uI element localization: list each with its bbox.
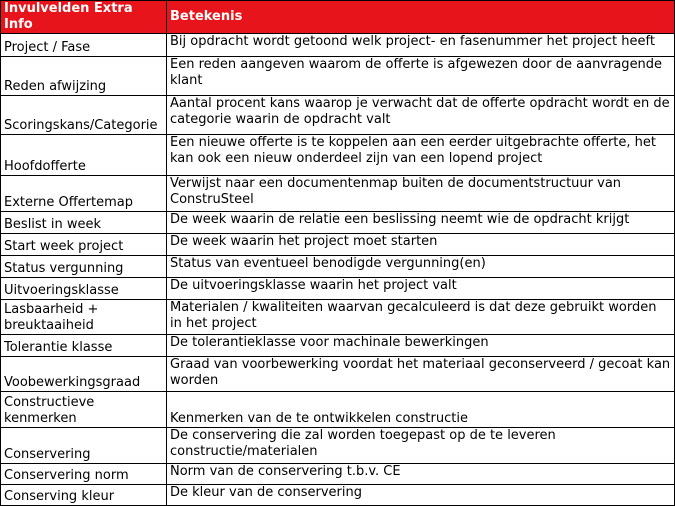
meaning-cell: Bij opdracht wordt getoond welk project- en fasenummer het project heeft bbox=[167, 34, 675, 57]
meaning-cell: Verwijst naar een documentenmap buiten de documentstructuur van ConstruSteel bbox=[167, 176, 675, 212]
table-body bbox=[1, 34, 675, 506]
table-row bbox=[1, 96, 675, 135]
table-row bbox=[1, 357, 675, 392]
table-row bbox=[1, 428, 675, 464]
header-row bbox=[1, 1, 675, 34]
field-cell: Start week project bbox=[1, 234, 167, 256]
table-row bbox=[1, 135, 675, 176]
header-field-column: Invulvelden Extra Info bbox=[1, 1, 167, 34]
field-cell: Beslist in week bbox=[1, 212, 167, 234]
table-row bbox=[1, 464, 675, 485]
meaning-cell: Een nieuwe offerte is te koppelen aan een eerder uitgebrachte offerte, het kan ook een nieuw onderdeel zijn van een lopend project bbox=[167, 135, 675, 176]
meaning-cell: De conservering die zal worden toegepast op de te leveren constructie/materialen bbox=[167, 428, 675, 464]
field-cell: Constructieve kenmerken bbox=[1, 392, 167, 428]
table-row bbox=[1, 234, 675, 256]
table-row bbox=[1, 485, 675, 506]
field-cell: Project / Fase bbox=[1, 34, 167, 57]
meaning-cell: Kenmerken van de te ontwikkelen constructie bbox=[167, 392, 675, 428]
meaning-cell: Aantal procent kans waarop je verwacht dat de offerte opdracht wordt en de categorie waarin de opdracht valt bbox=[167, 96, 675, 135]
table-header bbox=[1, 1, 675, 34]
field-cell: Conservering norm bbox=[1, 464, 167, 485]
header-meaning-column: Betekenis bbox=[167, 1, 675, 34]
table-row bbox=[1, 212, 675, 234]
meaning-cell: De week waarin het project moet starten bbox=[167, 234, 675, 256]
field-cell: Hoofdofferte bbox=[1, 135, 167, 176]
field-cell: Reden afwijzing bbox=[1, 57, 167, 96]
meaning-cell: Materialen / kwaliteiten waarvan gecalculeerd is dat deze gebruikt worden in het project bbox=[167, 300, 675, 335]
field-cell: Voobewerkingsgraad bbox=[1, 357, 167, 392]
meaning-cell: Graad van voorbewerking voordat het materiaal geconserveerd / gecoat kan worden bbox=[167, 357, 675, 392]
field-cell: Status vergunning bbox=[1, 256, 167, 278]
meaning-cell: De week waarin de relatie een beslissing neemt wie de opdracht krijgt bbox=[167, 212, 675, 234]
meaning-cell: Een reden aangeven waarom de offerte is afgewezen door de aanvragende klant bbox=[167, 57, 675, 96]
field-cell: Scoringskans/Categorie bbox=[1, 96, 167, 135]
table-row bbox=[1, 176, 675, 212]
table-row bbox=[1, 392, 675, 428]
field-cell: Lasbaarheid + breuktaaiheid bbox=[1, 300, 167, 335]
field-cell: Conserving kleur bbox=[1, 485, 167, 506]
table-row bbox=[1, 34, 675, 57]
meaning-cell: De uitvoeringsklasse waarin het project valt bbox=[167, 278, 675, 300]
table-row bbox=[1, 256, 675, 278]
meaning-cell: De kleur van de conservering bbox=[167, 485, 675, 506]
table-row bbox=[1, 57, 675, 96]
table-row bbox=[1, 335, 675, 357]
table-row bbox=[1, 300, 675, 335]
field-cell: Tolerantie klasse bbox=[1, 335, 167, 357]
field-cell: Externe Offertemap bbox=[1, 176, 167, 212]
field-cell: Conservering bbox=[1, 428, 167, 464]
meaning-cell: Status van eventueel benodigde vergunning(en) bbox=[167, 256, 675, 278]
table-row bbox=[1, 278, 675, 300]
field-cell: Uitvoeringsklasse bbox=[1, 278, 167, 300]
meaning-cell: Norm van de conservering t.b.v. CE bbox=[167, 464, 675, 485]
meaning-cell: De tolerantieklasse voor machinale bewerkingen bbox=[167, 335, 675, 357]
